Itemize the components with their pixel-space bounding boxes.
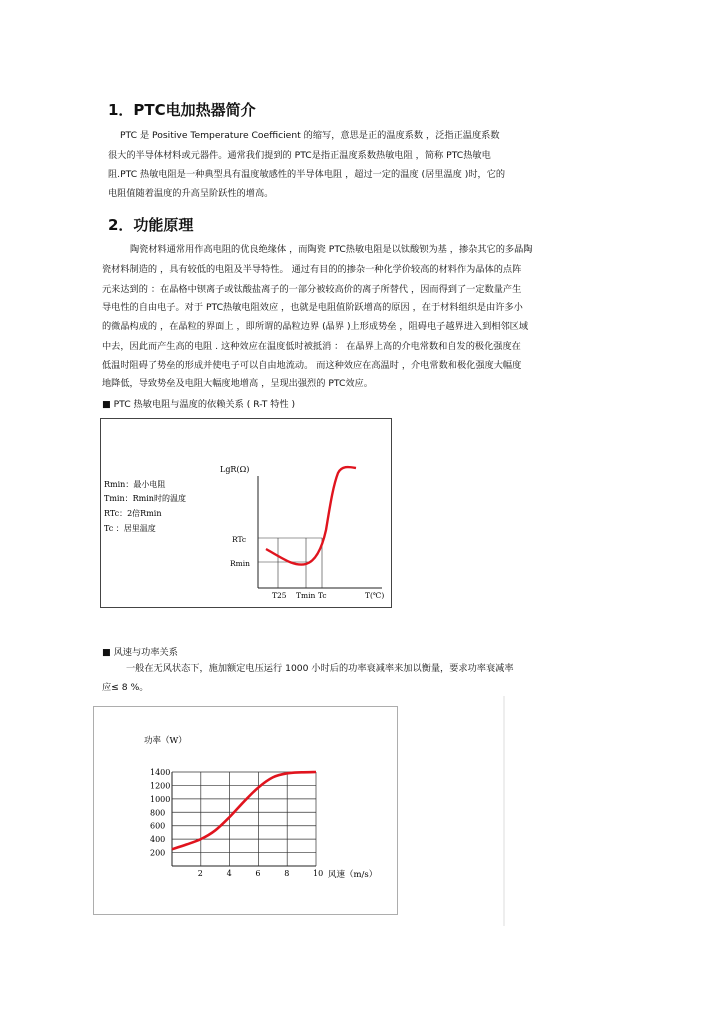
rt-xtick-tmin: Tmin [296, 591, 316, 600]
section2-line-7: 低温时阻碍了势垒的形成并使电子可以自由地流动。 而这种效应在高温时 ，介电常数和极化强度大幅度 [102, 360, 522, 371]
rt-x-axis-label: T(℃) [365, 591, 385, 600]
section2-line-1: 陶瓷材料通常用作高电阻的优良绝缘体 ，而陶瓷 PTC热敏电阻是以钛酸钡为基 ，掺杂其它的多晶陶 [130, 244, 533, 255]
rt-legend-4: Tc ：居里温度 [104, 524, 156, 533]
bullet-wind-power: ■ 风速与功率关系 [102, 647, 178, 658]
section1-line-3: 阻.PTC 热敏电阻是一种典型具有温度敏感性的半导体电阻 ，超过一定的温度 (居里温度 )时，它的 [108, 169, 506, 180]
section2-line-5: 的微晶构成的 ，在晶粒的界面上 ，即所谓的晶粒边界 (晶界 )上形成势垒 ，阻碍电子越界进入到相邻区域 [102, 321, 529, 332]
power-x-tick-label: 6 [255, 869, 261, 878]
section1-title: 1．PTC电加热器简介 [108, 101, 256, 119]
rt-legend-1: Rmin：最小电阻 [104, 480, 166, 489]
power-x-tick-label: 4 [226, 869, 232, 878]
section2-line-8: 地降低，导致势垒及电阻大幅度地增高 ，呈现出强烈的 PTC效应。 [102, 378, 373, 389]
section2-line-6: 中去，因此而产生高的电阻 . 这种效应在温度低时被抵消 ： 在晶界上高的介电常数和自发的极化强度在 [102, 341, 521, 352]
power-x-axis-label: 风速（m/s） [328, 870, 378, 880]
rt-xtick-tc: Tc [318, 591, 327, 600]
power-y-tick-label: 1200 [150, 781, 171, 791]
rt-ytick-rtc: RTc [232, 535, 247, 544]
rt-figure [100, 418, 392, 612]
rt-y-axis-label: LgR(Ω) [220, 465, 250, 474]
power-y-tick-label: 600 [150, 821, 166, 831]
section1-line-4: 电阻值随着温度的升高呈阶跃性的增高。 [108, 188, 274, 199]
section3-line-1: 一般在无风状态下，施加额定电压运行 1000 小时后的功率衰减率来加以衡量，要求功率衰减率 [126, 663, 514, 674]
power-x-tick-label: 8 [284, 869, 290, 878]
power-y-tick-label: 1400 [150, 768, 171, 777]
power-y-tick-label: 200 [150, 848, 166, 858]
section2-line-3: 元来达到的 ：在晶格中钡离子或钛酸盐离子的一部分被较高价的离子所替代 ，因而得到了一定数量产生 [102, 284, 522, 295]
section2-line-2: 瓷材料制造的 ，具有较低的电阻及半导特性。 通过有目的的掺杂一种化学价较高的材料作为晶体的点阵 [102, 264, 522, 275]
section3-line-2: 应≤ 8 %。 [102, 682, 149, 693]
power-y-tick-label: 800 [150, 808, 166, 818]
section1-line-1: PTC 是 Positive Temperature Coefficient 的缩写，意思是正的温度系数 ，泛指正温度系数 [120, 130, 500, 141]
power-figure-frame [94, 707, 398, 915]
rt-legend-3: RTc：2倍Rmin [104, 509, 162, 518]
section1-line-2: 很大的半导体材料或元器件。通常我们提到的 PTC是指正温度系数热敏电阻 ，简称 PTC热敏电 [108, 150, 491, 161]
rt-legend-2: Tmin：Rmin时的温度 [104, 494, 186, 503]
power-y-tick-label: 400 [150, 835, 166, 845]
power-figure [90, 696, 505, 930]
bullet-rt-characteristic: ■ PTC 热敏电阻与温度的依赖关系 ( R-T 特性 ) [102, 399, 296, 410]
power-x-tick-label: 10 [313, 869, 324, 878]
power-x-tick-label: 2 [197, 869, 203, 878]
rt-ytick-rmin: Rmin [230, 559, 250, 568]
power-y-tick-label: 1000 [150, 794, 171, 804]
section2-line-4: 导电性的自由电子。对于 PTC热敏电阻效应 ，也就是电阻值阶跃增高的原因 ，在于材料组织是由许多小 [102, 302, 523, 313]
section2-title: 2．功能原理 [108, 216, 194, 234]
rt-xtick-t25: T25 [272, 591, 287, 600]
power-y-axis-label: 功率（W） [144, 736, 187, 746]
